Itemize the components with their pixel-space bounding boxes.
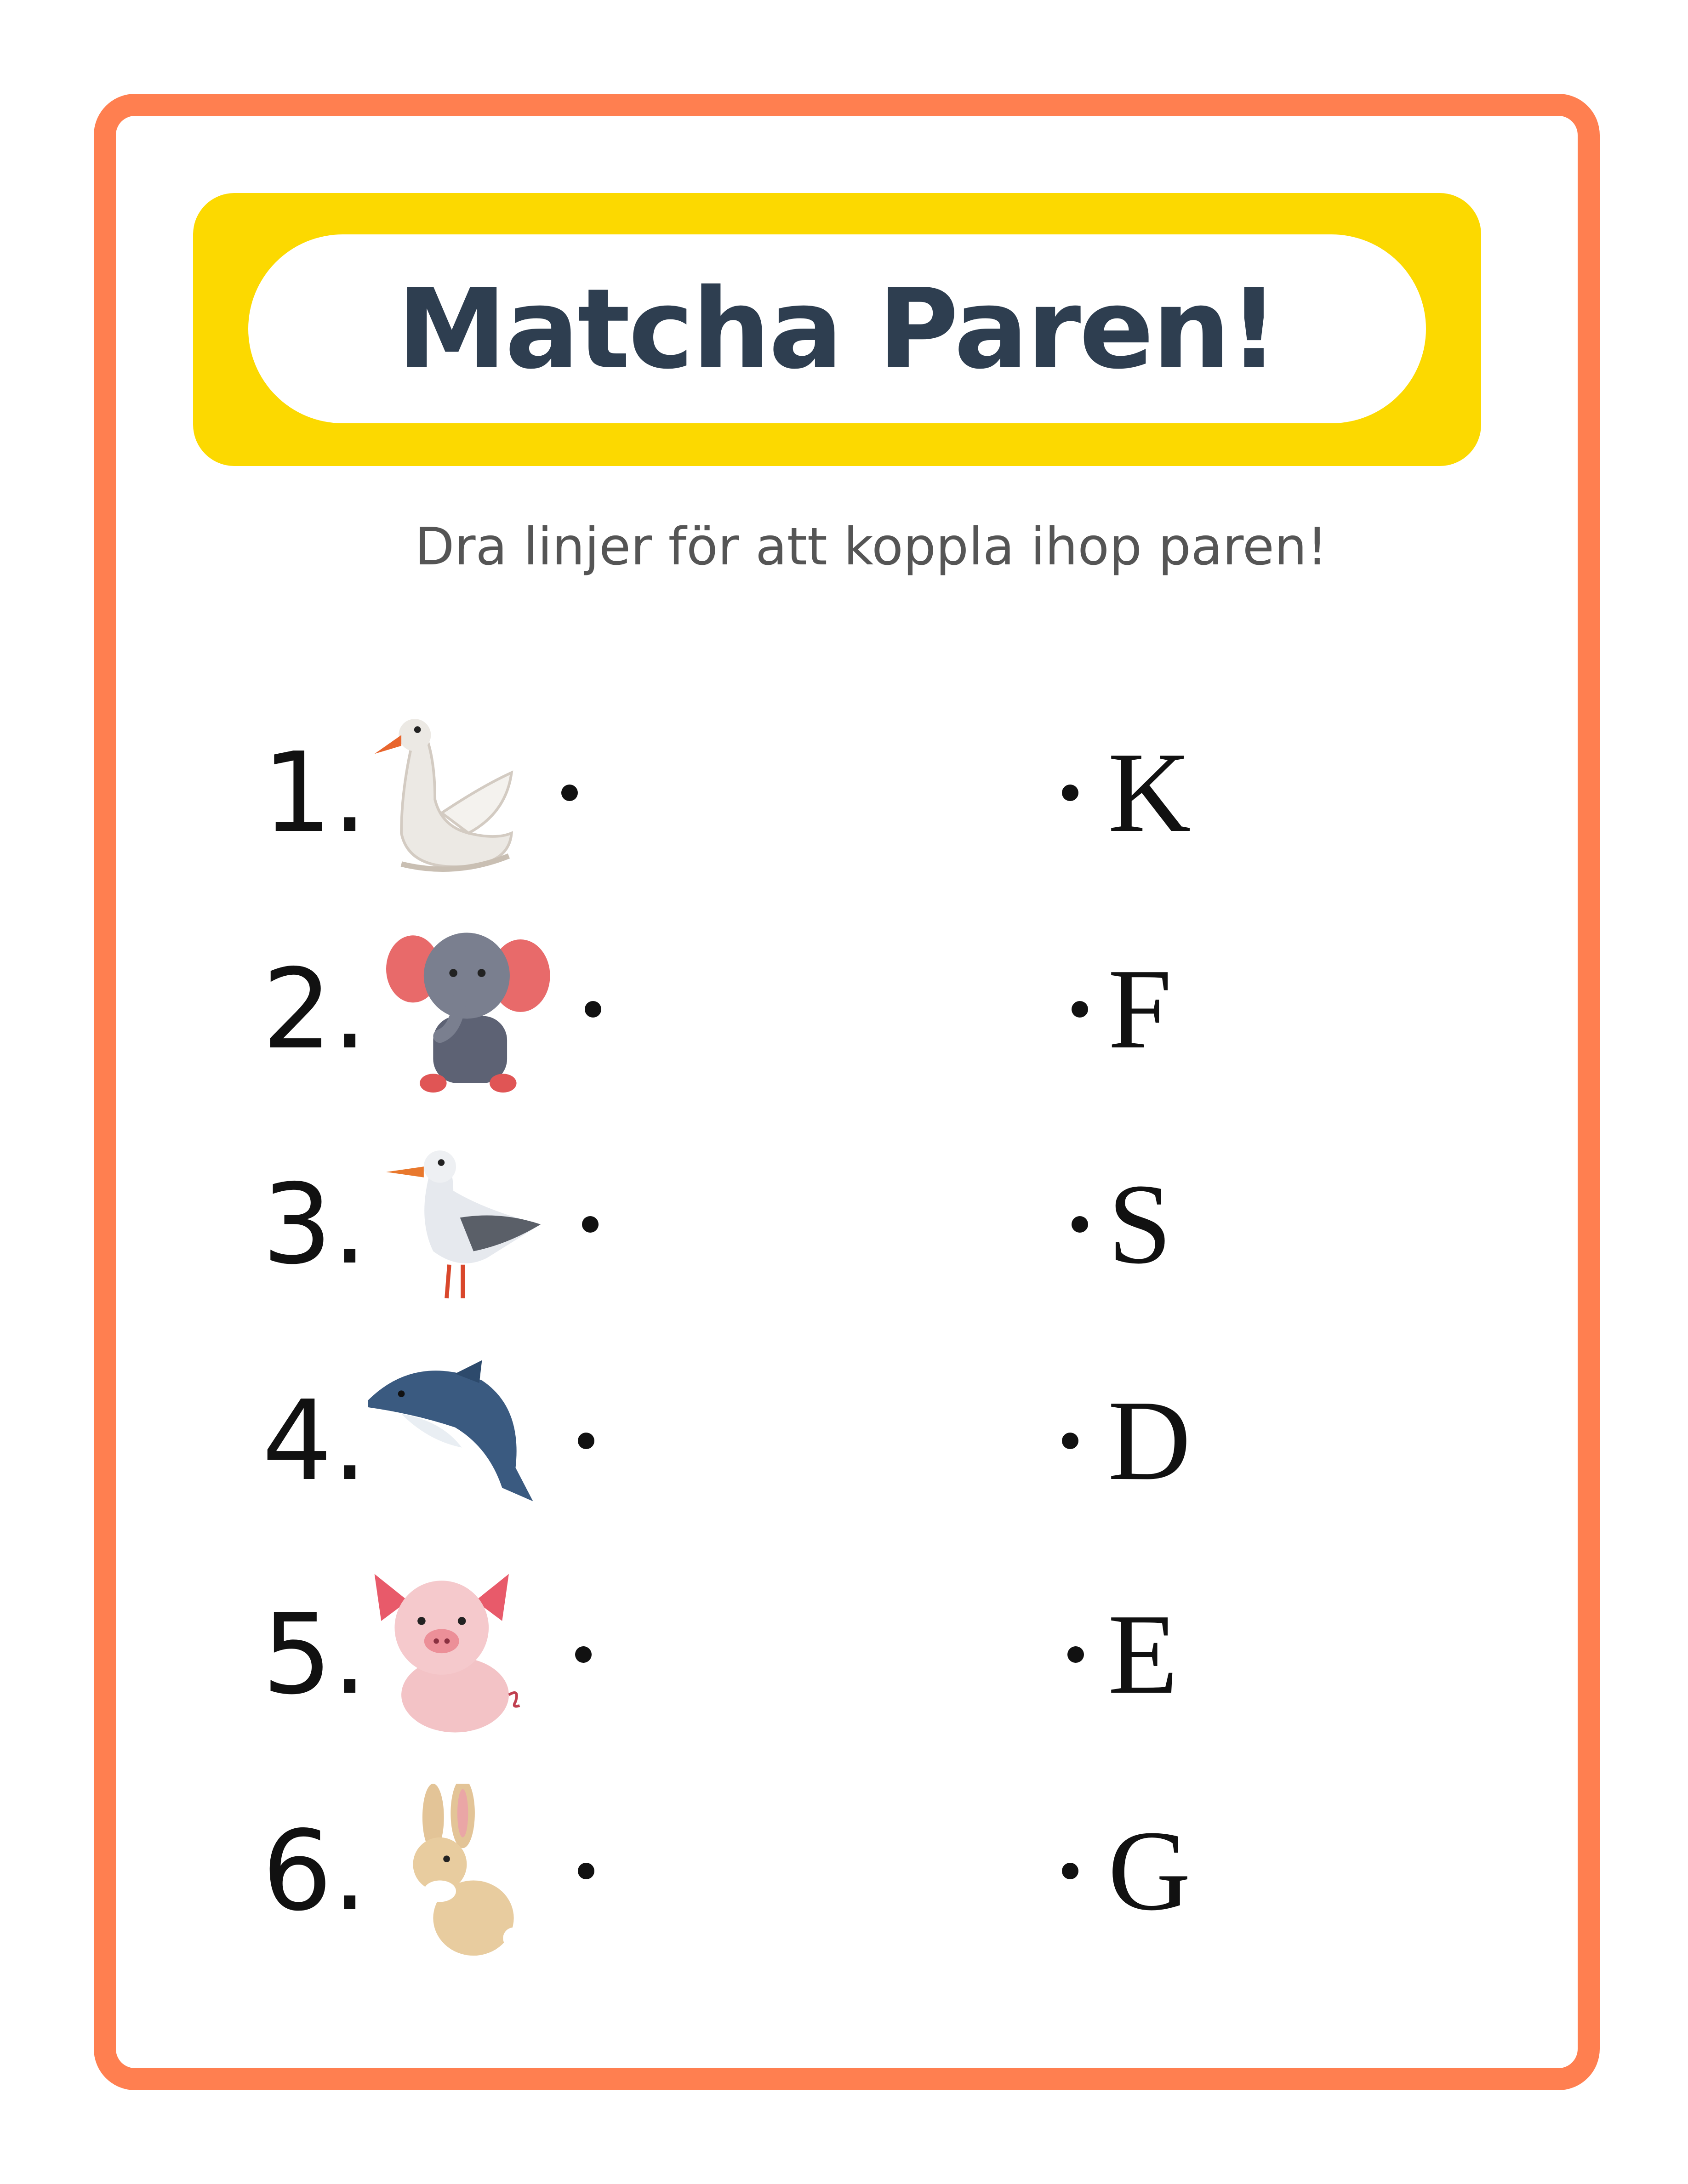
letter-label: F bbox=[1108, 945, 1172, 1073]
item-number: 4. bbox=[262, 1376, 367, 1505]
letter-label: G bbox=[1108, 1807, 1191, 1934]
left-dot-4[interactable] bbox=[578, 1433, 594, 1449]
letter-label: E bbox=[1108, 1591, 1178, 1718]
right-dot-4[interactable] bbox=[1062, 1433, 1078, 1449]
item-number: 3. bbox=[262, 1160, 367, 1289]
left-dot-1[interactable] bbox=[561, 785, 578, 801]
left-dot-2[interactable] bbox=[585, 1001, 601, 1018]
item-number: 5. bbox=[262, 1590, 367, 1719]
dolphin-icon bbox=[359, 1354, 552, 1528]
right-dot-5[interactable] bbox=[1067, 1646, 1084, 1663]
letter-label: K bbox=[1108, 729, 1191, 856]
page-title: Matcha Paren! bbox=[397, 264, 1277, 393]
instructions: Dra linjer för att koppla ihop paren! bbox=[415, 517, 1328, 577]
elephant-icon bbox=[377, 922, 570, 1097]
right-dot-2[interactable] bbox=[1072, 1001, 1088, 1018]
swan-icon bbox=[359, 705, 552, 880]
pig-icon bbox=[359, 1567, 552, 1742]
item-number: 1. bbox=[262, 728, 367, 857]
right-dot-6[interactable] bbox=[1062, 1863, 1078, 1879]
right-dot-1[interactable] bbox=[1062, 785, 1078, 801]
item-number: 2. bbox=[262, 945, 367, 1074]
left-dot-5[interactable] bbox=[575, 1646, 592, 1663]
letter-label: D bbox=[1108, 1377, 1191, 1504]
title-pill bbox=[248, 234, 1426, 423]
seagull-icon bbox=[377, 1137, 570, 1312]
rabbit-icon bbox=[377, 1784, 570, 1958]
left-dot-3[interactable] bbox=[582, 1216, 599, 1233]
right-dot-3[interactable] bbox=[1072, 1216, 1088, 1233]
letter-label: S bbox=[1108, 1160, 1172, 1288]
item-number: 6. bbox=[262, 1807, 367, 1935]
left-dot-6[interactable] bbox=[578, 1863, 594, 1879]
